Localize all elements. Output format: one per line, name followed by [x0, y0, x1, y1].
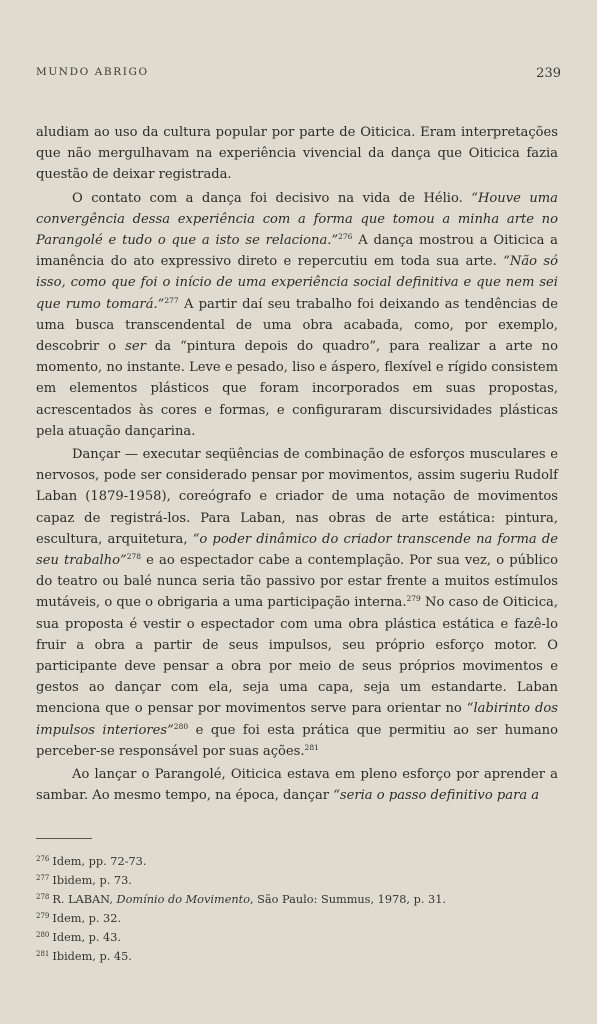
- footnote-separator: [36, 838, 92, 839]
- paragraph-text: Ao lançar o Parangolé, Oiticica estava em pleno esforço por aprender a sambar. Ao mesmo tempo, na época, dançar: [36, 767, 558, 804]
- paragraph-text: O contato com a dança foi decisivo na vida de Hélio.: [72, 190, 472, 206]
- footnote: [36, 871, 558, 890]
- paragraph-3: [36, 444, 558, 762]
- footnote: [36, 852, 558, 871]
- footnote-number: 281: [36, 950, 50, 958]
- paragraph-text: e ao espectador cabe a contemplação. Por sua vez, o público do teatro ou balé nunca seria tão passivo por estar frente a muitos estímulos mutáveis, o que o obrigaria a uma participação interna.: [36, 553, 558, 611]
- footnote-text: Idem, p. 32.: [52, 912, 122, 925]
- footnote-number: 280: [36, 931, 50, 939]
- footnote-text: Idem, pp. 72-73.: [52, 855, 147, 868]
- footnote-ref-276: 276: [338, 232, 353, 242]
- footnote-text: Ibidem, p. 45.: [52, 950, 132, 963]
- footnote-text: , São Paulo: Summus, 1978, p. 31.: [250, 893, 446, 906]
- page-number: 239: [536, 66, 561, 81]
- footnote-number: 278: [36, 893, 50, 901]
- footnote: [36, 947, 558, 966]
- footnote-ref-279: 279: [406, 594, 421, 604]
- footnote-text: Idem, p. 43.: [52, 931, 122, 944]
- footnote-ref-278: 278: [126, 552, 142, 562]
- footnote: [36, 909, 558, 928]
- footnote-ref-281: 281: [304, 742, 319, 752]
- quotation: “Houve uma convergência dessa experiência com a forma que tomou a minha arte no Parangolé e tudo o que a isto se relaciona.”: [36, 190, 558, 249]
- footnote-number: 276: [36, 855, 50, 863]
- quotation: “Não só isso, como que foi o início de uma experiência social definitiva e que nem sei que rumo tomará.”: [36, 254, 558, 312]
- quotation: “labirinto dos impulsos interiores”: [36, 701, 558, 738]
- book-title: Domínio do Movimento: [116, 893, 250, 906]
- footnotes: [36, 852, 558, 966]
- paragraph-2: [36, 188, 558, 442]
- running-head: MUNDO ABRIGO: [36, 66, 149, 78]
- paragraph-text: A dança mostrou a Oiticica a imanência do ato expressivo direto e repercutiu em toda sua arte.: [36, 233, 558, 270]
- paragraph-text: e que foi esta prática que permitiu ao ser humano perceber-se responsável por suas ações.: [36, 722, 558, 759]
- quotation: “o poder dinâmico do criador transcende na forma de seu trabalho”: [36, 531, 558, 569]
- paragraph-text: A partir daí seu trabalho foi deixando as tendências de uma busca transcendental de uma obra acabada, como, por exemplo, descobrir o: [36, 296, 558, 355]
- footnote-number: 279: [36, 912, 50, 920]
- footnote-ref-280: 280: [173, 721, 189, 731]
- body-text: [36, 122, 558, 807]
- footnote: [36, 928, 558, 947]
- footnote-text: Ibidem, p. 73.: [52, 874, 132, 887]
- paragraph-1: [36, 122, 558, 186]
- footnote: [36, 890, 558, 909]
- footnote-text: R. LABAN,: [52, 893, 117, 906]
- emphasis: ser: [125, 339, 146, 355]
- footnote-ref-277: 277: [164, 295, 179, 305]
- paragraph-text: da “pintura depois do quadro”, para realizar a arte no momento, no instante. Leve e pesado, liso e áspero, flexível e rígido consistem em elementos plásticos que foram incorporados em suas propostas, acrescentados às cores e formas, e configuraram discursividades plásticas pela atuação dançarina.: [36, 339, 558, 439]
- quotation: “seria o passo definitivo para a: [333, 788, 540, 804]
- paragraph-text: No caso de Oiticica, sua proposta é vestir o espectador com uma obra plástica estática e fazê-lo fruir a obra a partir de seus impulsos, seu próprio esforço motor. O participante deve pensar a obra por meio de seus próprios movimentos e gestos ao dançar com ela, seja uma capa, seja um estandarte. Laban menciona que o pensar por movimentos serve para orientar no: [36, 595, 559, 717]
- paragraph-text: Dançar — executar seqüências de combinação de esforços musculares e nervosos, pode ser considerado pensar por movimentos, assim sugeriu Rudolf Laban (1879-1958), coreógrafo e criador de uma notação de movimentos capaz de registrá-los. Para Laban, nas obras de arte estática: pintura, escultura, arquitetura,: [36, 447, 558, 547]
- paragraph-text: aludiam ao uso da cultura popular por parte de Oiticica. Eram interpretações que não mergulhavam na experiência vivencial da dança que Oiticica fazia questão de deixar registrada.: [36, 125, 558, 183]
- footnote-number: 277: [36, 874, 50, 882]
- paragraph-4: [36, 764, 558, 806]
